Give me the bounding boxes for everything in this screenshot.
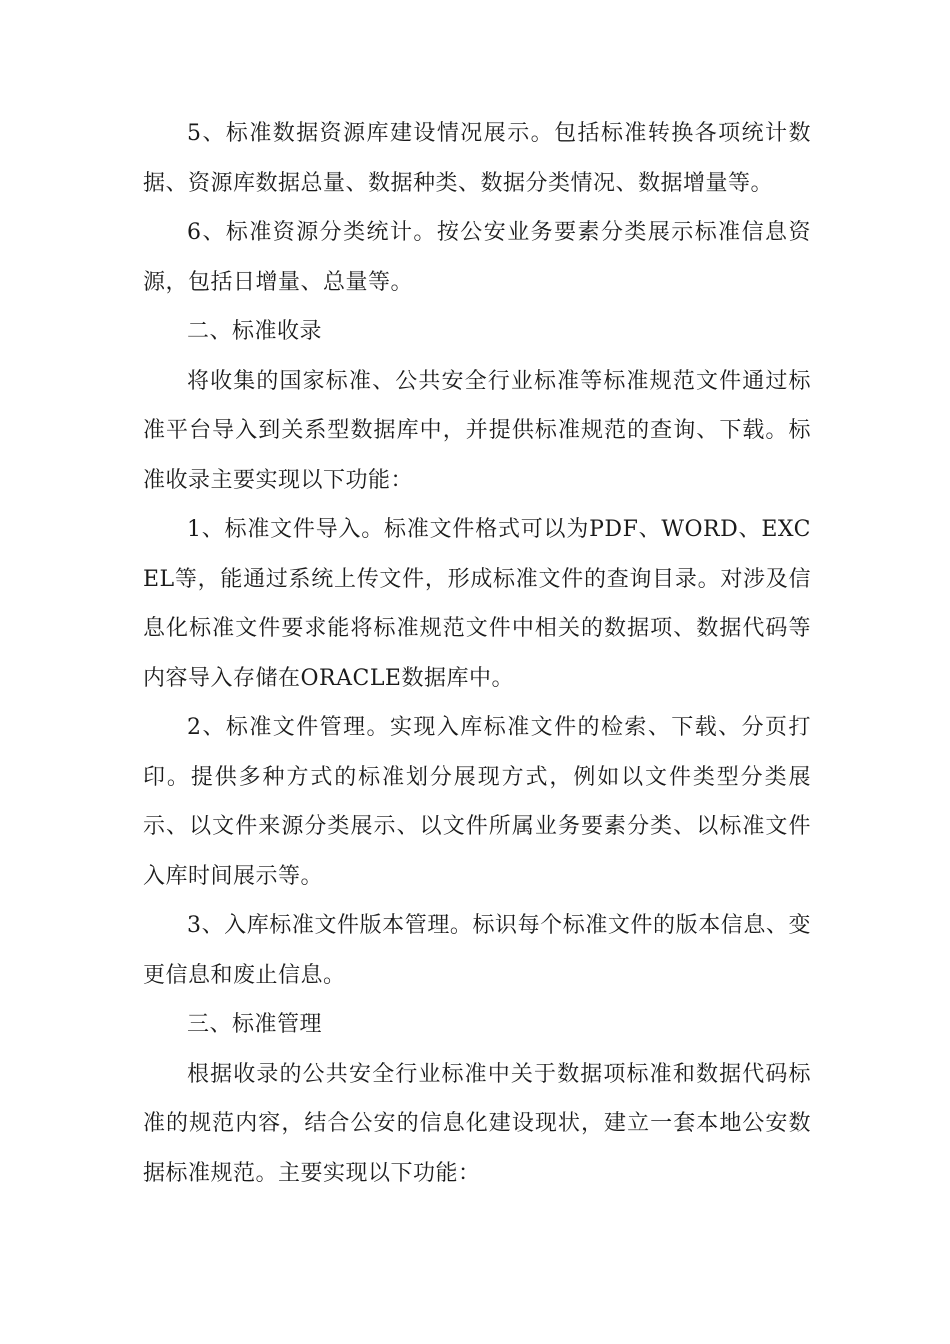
paragraph-intro-management: 根据收录的公共安全行业标准中关于数据项标准和数据代码标准的规范内容，结合公安的信息化建设现状，建立一套本地公安数据标准规范。主要实现以下功能： — [143, 1061, 811, 1186]
paragraph-item-1: 1、标准文件导入。标准文件格式可以为PDF、WORD、EXCEL等，能通过系统上传文件，形成标准文件的查询目录。对涉及信息化标准文件要求能将标准规范文件中相关的数据项、数据代码等内容导入存储在ORACLE数据库中。 — [143, 517, 811, 691]
paragraph-item-6: 6、标准资源分类统计。按公安业务要素分类展示标准信息资源，包括日增量、总量等。 — [143, 220, 811, 295]
section-heading-2: 二、标准收录 — [187, 319, 323, 344]
section-heading-3: 三、标准管理 — [187, 1012, 323, 1037]
paragraph-item-2: 2、标准文件管理。实现入库标准文件的检索、下载、分页打印。提供多种方式的标准划分展现方式，例如以文件类型分类展示、以文件来源分类展示、以文件所属业务要素分类、以标准文件入库时间展示等。 — [143, 715, 811, 889]
paragraph-item-5: 5、标准数据资源库建设情况展示。包括标准转换各项统计数据、资源库数据总量、数据种类、数据分类情况、数据增量等。 — [143, 121, 811, 196]
paragraph-item-3: 3、入库标准文件版本管理。标识每个标准文件的版本信息、变更信息和废止信息。 — [143, 913, 811, 988]
document-body — [143, 109, 811, 1198]
paragraph-intro-collection: 将收集的国家标准、公共安全行业标准等标准规范文件通过标准平台导入到关系型数据库中，并提供标准规范的查询、下载。标准收录主要实现以下功能： — [143, 368, 811, 493]
